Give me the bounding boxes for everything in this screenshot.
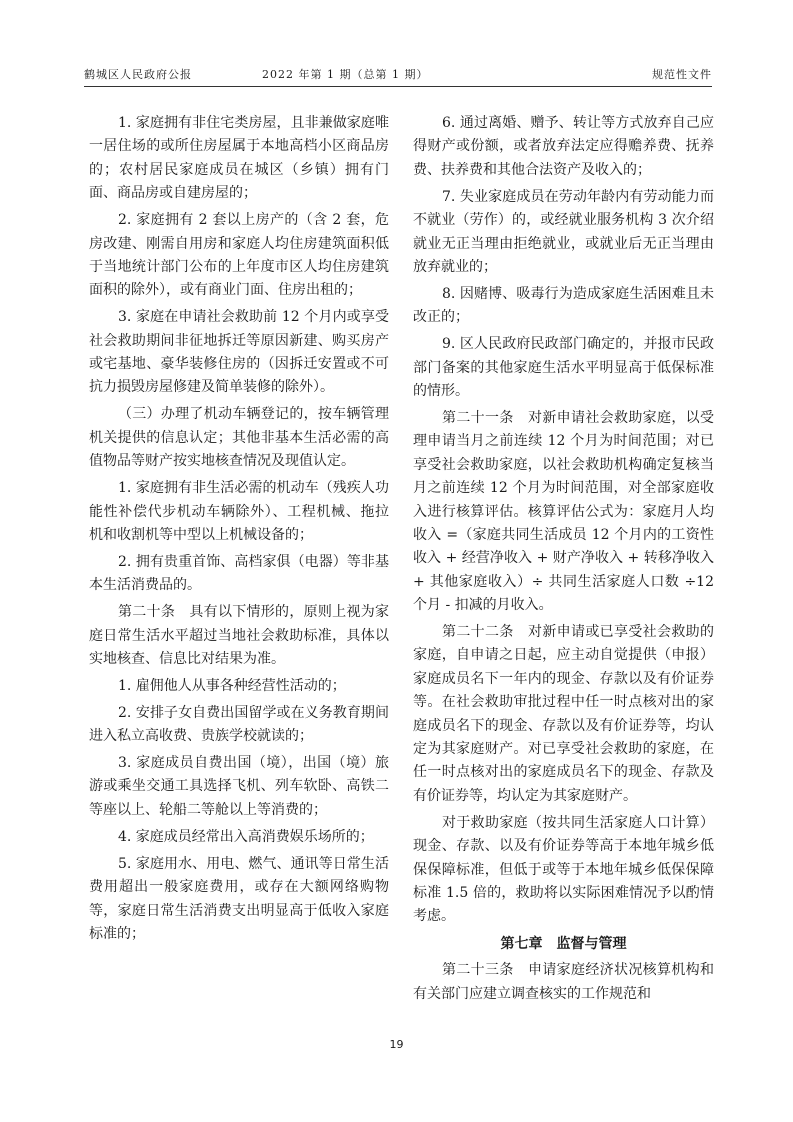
- paragraph: 7. 失业家庭成员在劳动年龄内有劳动能力而不就业（劳作）的，或经就业服务机构 3 次介绍就业无正当理由拒绝就业，或就业后无正当理由放弃就业的；: [413, 188, 714, 275]
- paragraph: 2. 拥有贵重首饰、高档家俱（电器）等非基本生活消费品的。: [89, 553, 389, 594]
- right-column: [413, 112, 714, 1010]
- paragraph: 1. 雇佣他人从事各种经营性活动的；: [118, 677, 346, 694]
- header-divider: [84, 86, 712, 87]
- chapter-heading: 第七章 监督与管理: [500, 936, 627, 953]
- section-label: 规范性文件: [652, 68, 712, 81]
- paragraph: 9. 区人民政府民政部门确定的，并报市民政部门备案的其他家庭生活水平明显高于低保标准的情形。: [413, 336, 714, 399]
- page-header: [84, 66, 712, 82]
- article-21: 第二十一条 对新申请社会救助家庭，以受理申请当月之前连续 12 个月为时间范围；对已享受社会救助家庭，以社会救助机构确定复核当月之前连续 12 个月为时间范围，对全部家庭收入进行核算评估。核算评估公式为：家庭月人均收入 =（家庭共同生活成员 12 个月内的工资性收入 + 经营净收入 + 财产净收入 + 转移净收入 + 其他家庭收入）÷ 共同生活家庭人口数 ÷12 个月 - 扣减的月收入。: [413, 409, 714, 614]
- article-22: 第二十二条 对新申请或已享受社会救助的家庭，自申请之日起，应主动自觉提供（申报）家庭成员名下一年内的现金、存款以及有价证券等。在社会救助审批过程中任一时点核对出的家庭成员名下的现金、存款以及有价证券等，均认定为其家庭财产。对已享受社会救助的家庭，在任一时点核对出的家庭成员名下的现金、存款及有价证券等，均认定为其家庭财产。: [413, 624, 714, 804]
- paragraph: 6. 通过离婚、赠予、转让等方式放弃自己应得财产或份额，或者放弃法定应得赡养费、抚养费、扶养费和其他合法资产及收入的；: [413, 115, 714, 178]
- left-column: [89, 112, 389, 950]
- issue-number: 2022 年第 1 期（总第 1 期）: [262, 68, 429, 81]
- paragraph: 5. 家庭用水、用电、燃气、通讯等日常生活费用超出一般家庭费用，或存在大额网络购物等，家庭日常生活消费支出明显高于低收入家庭标准的；: [89, 855, 389, 942]
- page-number: 19: [389, 1038, 404, 1051]
- paragraph: 1. 家庭拥有非生活必需的机动车（残疾人功能性补偿代步机动车辆除外）、工程机械、拖拉机和收割机等中型以上机械设备的；: [89, 480, 389, 543]
- paragraph: 对于救助家庭（按共同生活家庭人口计算）现金、存款、以及有价证券等高于本地年城乡低保保障标准，但低于或等于本地年城乡低保保障标准 1.5 倍的，救助将以实际困难情况予以酌情考虑。: [413, 814, 714, 925]
- paragraph: （三）办理了机动车辆登记的，按车辆管理机关提供的信息认定；其他非基本生活必需的高值物品等财产按实地核查情况及现值认定。: [89, 406, 389, 470]
- paragraph: 3. 家庭在申请社会救助前 12 个月内或享受社会救助期间非征地拆迁等原因新建、购买房产或宅基地、豪华装修住房的（因拆迁安置或不可抗力损毁房屋修建及简单装修的除外）。: [89, 309, 389, 396]
- paragraph: 1. 家庭拥有非住宅类房屋，且非兼做家庭唯一居住场的或所住房屋属于本地高档小区商品房的；农村居民家庭成员在城区（乡镇）拥有门面、商品房或自建房屋的；: [89, 115, 389, 202]
- paragraph: 4. 家庭成员经常出入高消费娱乐场所的；: [118, 828, 374, 845]
- gazette-title: 鹤城区人民政府公报: [84, 68, 192, 81]
- article-20: 第二十条 具有以下情形的，原则上视为家庭日常生活水平超过当地社会救助标准，具体以实地核查、信息比对结果为准。: [89, 604, 389, 667]
- paragraph: 2. 安排子女自费出国留学或在义务教育期间进入私立高收费、贵族学校就读的；: [89, 704, 389, 745]
- paragraph: 2. 家庭拥有 2 套以上房产的（含 2 套，危房改建、刚需自用房和家庭人均住房建筑面积低于当地统计部门公布的上年度市区人均住房建筑面积的除外），或有商业门面、住房出租的；: [89, 212, 389, 299]
- paragraph: 8. 因赌博、吸毒行为造成家庭生活困难且未改正的；: [413, 285, 714, 326]
- article-23: 第二十三条 申请家庭经济状况核算机构和有关部门应建立调查核实的工作规范和: [413, 962, 714, 1002]
- paragraph: 3. 家庭成员自费出国（境），出国（境）旅游或乘坐交通工具选择飞机、列车软卧、高铁二等座以上、轮船二等舱以上等消费的；: [89, 755, 389, 818]
